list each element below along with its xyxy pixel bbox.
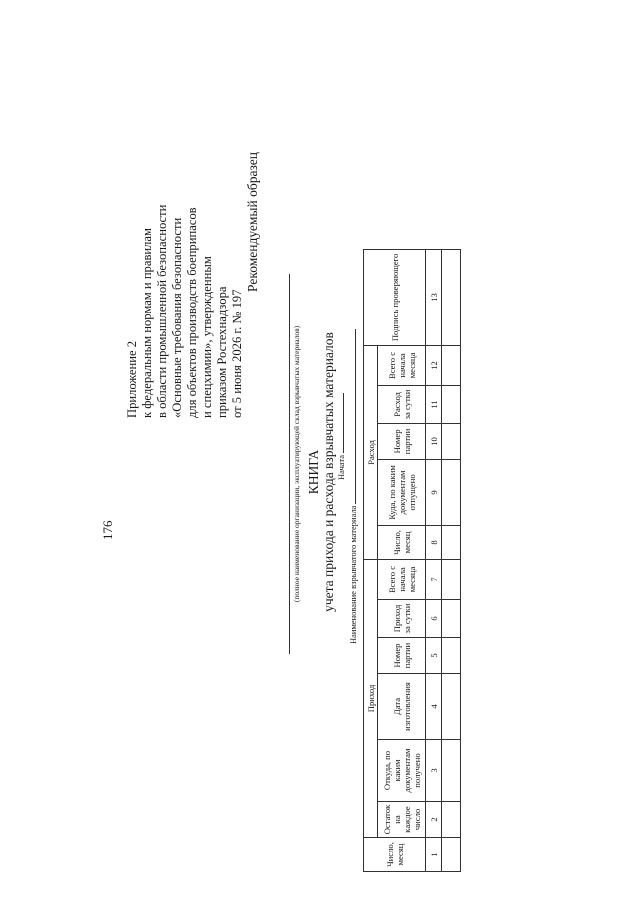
column-number: 9 bbox=[426, 459, 442, 525]
col-header: Расход за сутки bbox=[378, 385, 426, 423]
col-header: Приход за сутки bbox=[378, 600, 426, 638]
start-date-line bbox=[343, 393, 344, 453]
entry-cell bbox=[442, 559, 461, 599]
entry-cell bbox=[442, 838, 461, 872]
column-number: 1 bbox=[426, 838, 442, 872]
appendix-line: к федеральным нормам и правилам bbox=[140, 228, 154, 418]
start-date-row bbox=[336, 393, 346, 480]
col-header: Дата изготовления bbox=[378, 674, 426, 740]
col-header: Номер партии bbox=[378, 423, 426, 459]
column-number: 13 bbox=[426, 249, 442, 345]
group-income: Приход bbox=[364, 559, 378, 837]
column-number: 5 bbox=[426, 638, 442, 674]
column-number: 6 bbox=[426, 600, 442, 638]
ledger-table bbox=[363, 249, 461, 872]
appendix-line: «Основные требования безопасности bbox=[170, 217, 184, 418]
column-number: 4 bbox=[426, 674, 442, 740]
appendix-line: в области промышленной безопасности bbox=[155, 204, 169, 418]
col-header: Номер партии bbox=[378, 638, 426, 674]
col-header: Всего с начала месяца bbox=[378, 559, 426, 599]
start-label: Начата bbox=[336, 455, 346, 480]
material-name-row bbox=[348, 329, 358, 644]
entry-cell bbox=[442, 525, 461, 559]
entry-cell bbox=[442, 674, 461, 740]
book-title-sub: учета прихода и расхода взрывчатых материалов bbox=[321, 332, 336, 612]
column-number-row bbox=[426, 249, 442, 871]
column-number: 2 bbox=[426, 802, 442, 838]
empty-entry-row bbox=[442, 249, 461, 871]
column-number: 7 bbox=[426, 559, 442, 599]
entry-cell bbox=[442, 423, 461, 459]
header-group-row bbox=[364, 249, 378, 871]
org-name-line bbox=[289, 274, 290, 654]
appendix-header bbox=[125, 78, 245, 418]
appendix-line: Приложение 2 bbox=[125, 340, 139, 418]
col-header: Откуда, по каким документам получено bbox=[378, 740, 426, 802]
book-title-main: КНИГА bbox=[306, 449, 321, 495]
column-number: 8 bbox=[426, 525, 442, 559]
col-header: Всего с начала месяца bbox=[378, 345, 426, 385]
column-number: 10 bbox=[426, 423, 442, 459]
col-header: Куда, по каким документам отпущено bbox=[378, 459, 426, 525]
page-number: 176 bbox=[100, 520, 115, 540]
entry-cell bbox=[442, 600, 461, 638]
org-caption: (полное наименование организации, эксплуатирующей склад взрывчатых материалов) bbox=[292, 325, 301, 603]
entry-cell bbox=[442, 345, 461, 385]
entry-cell bbox=[442, 385, 461, 423]
sample-label: Рекомендуемый образец bbox=[245, 151, 260, 292]
col-header: Число, месяц bbox=[378, 525, 426, 559]
entry-cell bbox=[442, 459, 461, 525]
appendix-line: и спецхимии», утвержденным bbox=[200, 256, 214, 418]
entry-cell bbox=[442, 638, 461, 674]
entry-cell bbox=[442, 249, 461, 345]
col-header: Остаток на каждое число bbox=[378, 802, 426, 838]
material-name-line bbox=[355, 329, 356, 504]
appendix-line: приказом Ростехнадзора bbox=[215, 286, 229, 418]
entry-cell bbox=[442, 802, 461, 838]
col-header: Число, месяц bbox=[364, 838, 426, 872]
group-expense: Расход bbox=[364, 345, 378, 559]
col-header: Подпись проверяющего bbox=[364, 249, 426, 345]
appendix-line: для объектов производств боеприпасов bbox=[185, 207, 199, 418]
entry-cell bbox=[442, 740, 461, 802]
column-number: 11 bbox=[426, 385, 442, 423]
book-title bbox=[306, 302, 336, 642]
column-number: 3 bbox=[426, 740, 442, 802]
appendix-line: от 5 июня 2026 г. № 197 bbox=[230, 289, 244, 418]
column-number: 12 bbox=[426, 345, 442, 385]
material-label: Наименование взрывчатого материала bbox=[348, 505, 358, 644]
